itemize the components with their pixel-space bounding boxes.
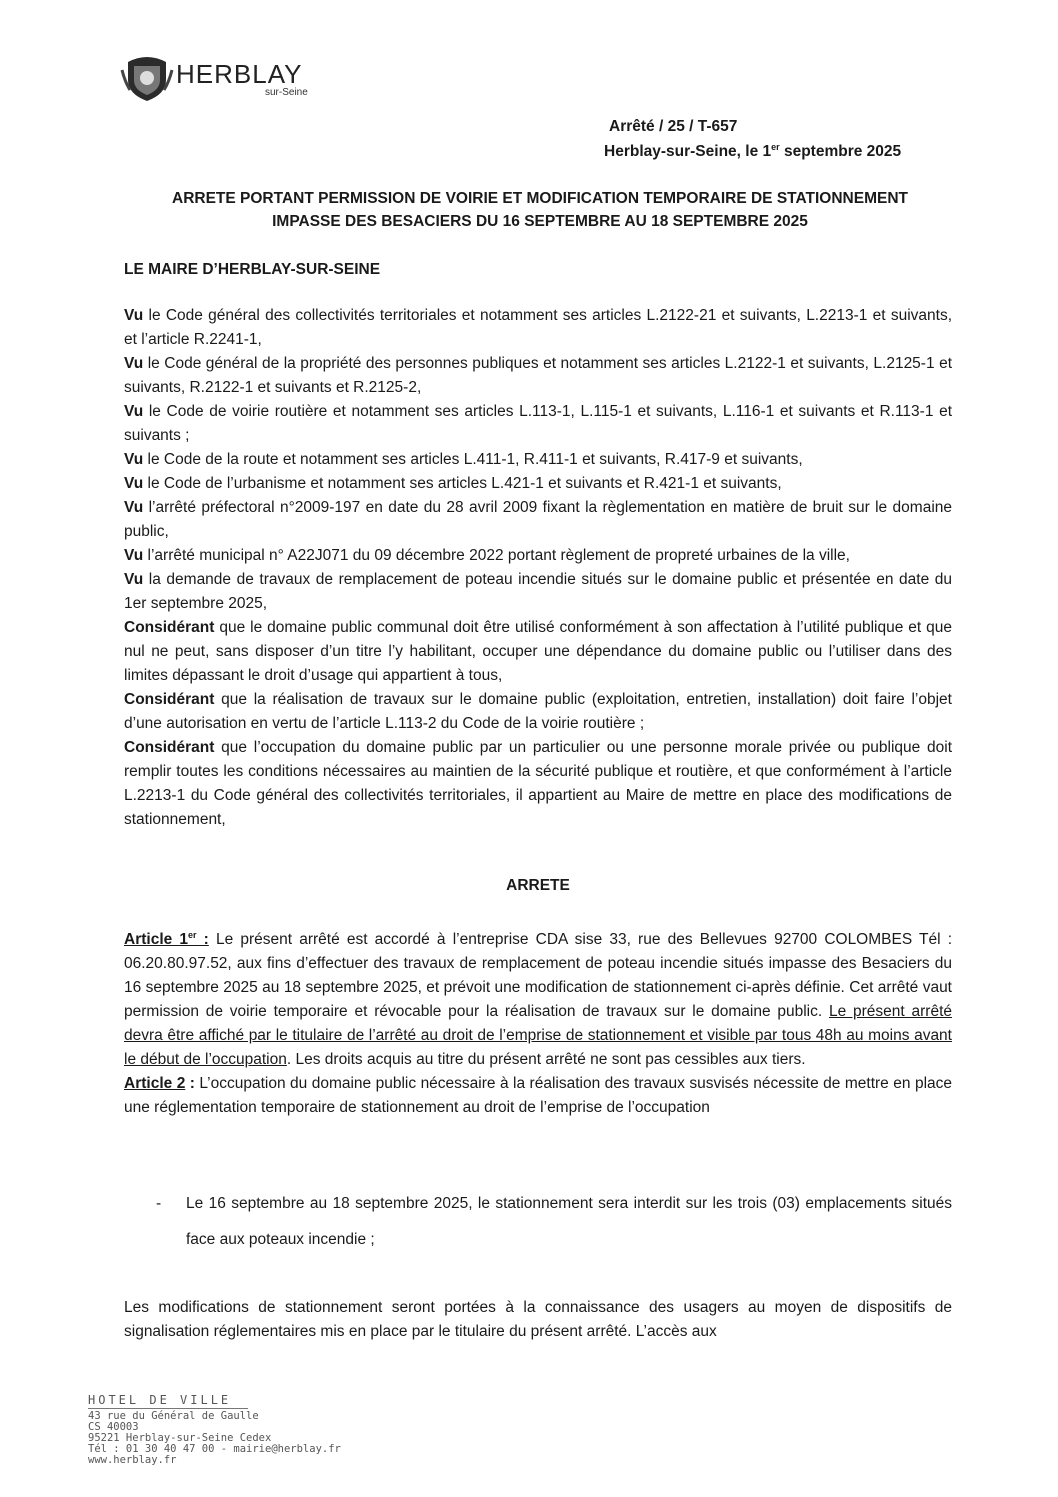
visa-text: le Code général des collectivités territoriales et notamment ses articles L.2122-21 et suivants, L.2213-1 et suivants, et l’article R.2241-1, xyxy=(124,307,952,348)
visa-lead: Vu xyxy=(124,547,144,564)
visa-item xyxy=(124,568,952,616)
document-title-line-1: ARRETE PORTANT PERMISSION DE VOIRIE ET MODIFICATION TEMPORAIRE DE STATIONNEMENT xyxy=(172,190,908,207)
visas-section xyxy=(124,304,952,832)
visa-text: le Code général de la propriété des personnes publiques et notamment ses articles L.2122-1 et suivants, L.2125-1 et suivants, R.2122-1 et suivants et R.2125-2, xyxy=(124,355,952,396)
visa-text: le Code de la route et notamment ses articles L.411-1, R.411-1 et suivants, R.417-9 et suivants, xyxy=(143,451,803,468)
footer-street: 43 rue du Général de Gaulle xyxy=(88,1410,259,1422)
considering-item xyxy=(124,736,952,832)
visa-item xyxy=(124,448,952,472)
bullet-dash: - xyxy=(156,1195,162,1212)
visa-text: l’arrêté municipal n° A22J071 du 09 décembre 2022 portant règlement de propreté urbaines de la ville, xyxy=(143,547,850,564)
visa-lead: Vu xyxy=(124,403,144,420)
footer-title: HOTEL DE VILLE xyxy=(88,1393,232,1407)
document-title-line-2: IMPASSE DES BESACIERS DU 16 SEPTEMBRE AU 18 SEPTEMBRE 2025 xyxy=(272,213,808,230)
visa-item xyxy=(124,496,952,544)
visa-text: l’arrêté préfectoral n°2009-197 en date du 28 avril 2009 fixant la règlementation en matière de bruit sur le domaine public, xyxy=(124,499,952,540)
date-prefix: Herblay-sur-Seine, le 1 xyxy=(604,143,772,160)
considering-item xyxy=(124,688,952,736)
article-2-text: L’occupation du domaine public nécessaire à la réalisation des travaux susvisés nécessite de mettre en place une réglementation temporaire de stationnement au droit de l’emprise de l’occupation xyxy=(124,1075,952,1116)
visa-item xyxy=(124,472,952,496)
city-crest-icon xyxy=(120,52,174,102)
visa-text: le Code de l’urbanisme et notamment ses articles L.421-1 et suivants et R.421-1 et suivants, xyxy=(143,475,782,492)
article-1-underlined-text: Le présent arrêté devra être affiché par le titulaire de l’arrêté au droit de l’emprise de stationnement et visible par tous 48h au moins avant le début de l’occupation xyxy=(124,1003,952,1068)
footer-website: www.herblay.fr xyxy=(88,1454,177,1466)
visa-lead: Vu xyxy=(124,475,144,492)
article-1 xyxy=(124,928,952,1072)
visa-text: le Code de voirie routière et notamment ses articles L.113-1, L.115-1 et suivants, L.116-1 et suivants et R.113-1 et suivants ; xyxy=(124,403,952,444)
considering-text: que le domaine public communal doit être utilisé conformément à son affectation à l’utilité publique et que nul ne peut, sans disposer d’un titre l’y habilitant, occuper une dépendance du domaine public ou l’utiliser dans des limites dépassant le droit d’usage qui appartient à tous, xyxy=(124,619,952,684)
considering-lead: Considérant xyxy=(124,619,215,636)
arrete-heading: ARRETE xyxy=(506,877,570,894)
article-1-tail: . Les droits acquis au titre du présent arrêté ne sont pas cessibles aux tiers. xyxy=(286,1051,806,1068)
logo-name: HERBLAY xyxy=(176,59,303,89)
visa-lead: Vu xyxy=(124,571,144,588)
footer-city: 95221 Herblay-sur-Seine Cedex xyxy=(88,1432,272,1444)
article-1-label: Article 1er : xyxy=(124,930,209,948)
logo-subtitle: sur-Seine xyxy=(265,87,308,98)
visa-lead: Vu xyxy=(124,451,144,468)
date-superscript: er xyxy=(771,142,780,152)
final-paragraph: Les modifications de stationnement seront portées à la connaissance des usagers au moyen de dispositifs de signalisation réglementaires mis en place par le titulaire du présent arrêté. L’accès aux xyxy=(124,1299,952,1340)
considering-text: que l’occupation du domaine public par un particulier ou une personne morale privée ou publique doit remplir toutes les conditions nécessaires au maintien de la sécurité publique et routière, et que conformément à l’article L.2213-1 du Code général des collectivités territoriales, il appartient au Maire de mettre en place des modifications de stationnement, xyxy=(124,739,952,828)
decree-reference: Arrêté / 25 / T-657 xyxy=(609,118,738,135)
articles-section xyxy=(124,928,952,1120)
visa-item xyxy=(124,352,952,400)
footer-address xyxy=(88,1393,341,1466)
article-2-label: Article 2 : xyxy=(124,1075,195,1092)
article-2 xyxy=(124,1072,952,1120)
considering-lead: Considérant xyxy=(124,691,215,708)
parking-restriction-item xyxy=(156,1186,952,1258)
date-suffix: septembre 2025 xyxy=(779,143,902,160)
footer-postbox: CS 40003 xyxy=(88,1421,139,1433)
visa-text: la demande de travaux de remplacement de poteau incendie situés sur le domaine public et présentée en date du 1er septembre 2025, xyxy=(124,571,952,612)
visa-lead: Vu xyxy=(124,307,144,324)
visa-item xyxy=(124,304,952,352)
footer-contact: Tél : 01 30 40 47 00 - mairie@herblay.fr xyxy=(88,1443,341,1455)
mayor-heading: LE MAIRE D’HERBLAY-SUR-SEINE xyxy=(124,261,381,278)
article-1-text: Le présent arrêté est accordé à l’entreprise CDA sise 33, rue des Bellevues 92700 COLOMBES Tél : 06.20.80.97.52, aux fins d’effectuer des travaux de remplacement de poteau incendie situés impasse des Besaciers du 16 septembre 2025 au 18 septembre 2025, et prévoit une modification de stationnement ci-après définie. Cet arrêté vaut permission de voirie temporaire et révocable pour la réalisation de travaux sur le domaine public. xyxy=(124,931,953,1020)
footer-divider xyxy=(88,1408,248,1409)
visa-lead: Vu xyxy=(124,355,144,372)
considering-item xyxy=(124,616,952,688)
visa-item xyxy=(124,544,952,568)
considering-text: que la réalisation de travaux sur le domaine public (exploitation, entretien, installation) doit faire l’objet d’une autorisation en vertu de l’article L.113-2 du Code de la voirie routière ; xyxy=(124,691,952,732)
parking-restriction-text: Le 16 septembre au 18 septembre 2025, le stationnement sera interdit sur les trois (03) emplacements situés face aux poteaux incendie ; xyxy=(186,1195,952,1248)
visa-item xyxy=(124,400,952,448)
considering-lead: Considérant xyxy=(124,739,215,756)
decree-date xyxy=(604,143,901,161)
visa-lead: Vu xyxy=(124,499,144,516)
